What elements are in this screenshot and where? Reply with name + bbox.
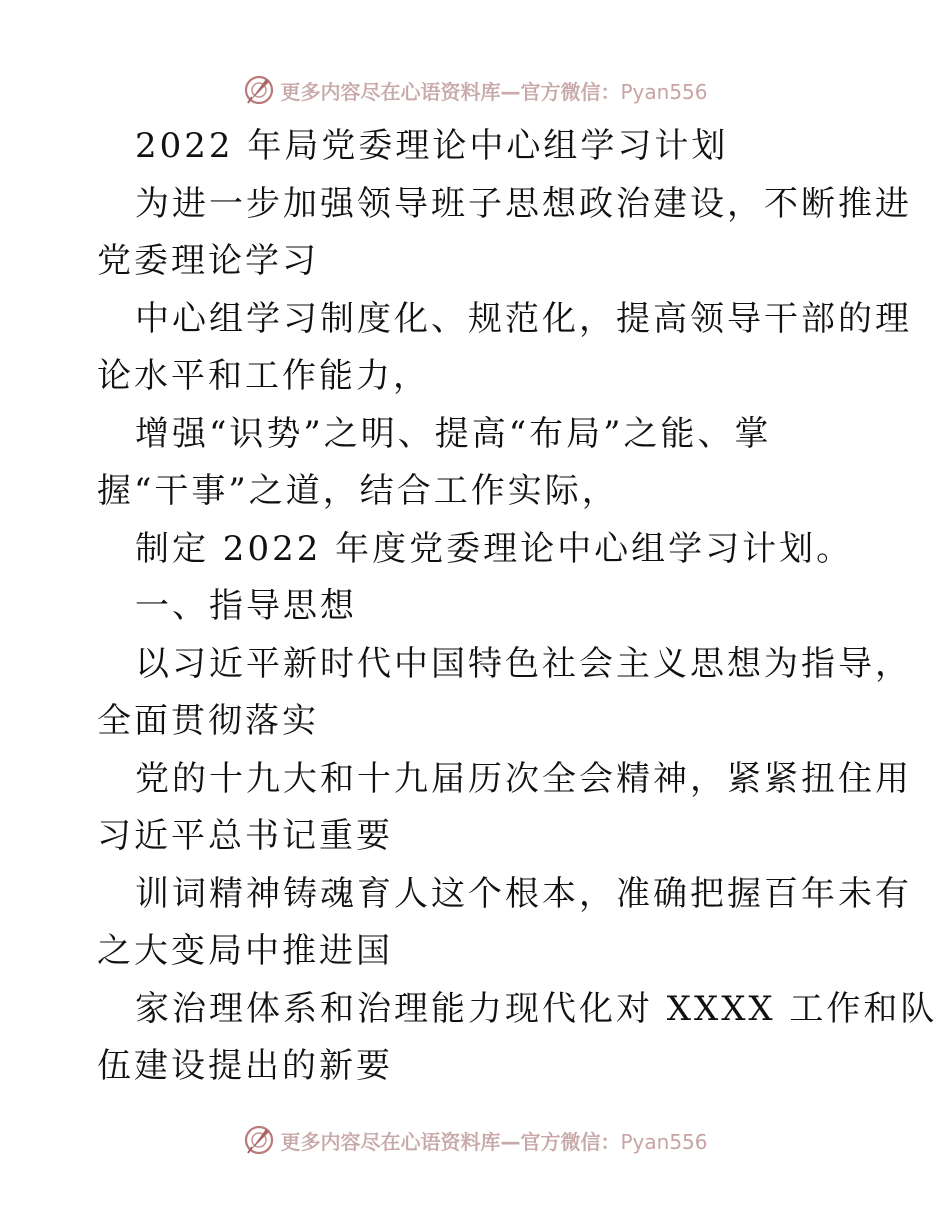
watermark-id: Pyan556 (620, 1129, 708, 1154)
text-line: 以习近平新时代中国特色社会主义思想为指导， (135, 643, 912, 684)
text-line: 伍建设提出的新要 (97, 1046, 393, 1086)
text-line: 中心组学习制度化、规范化，提高领导干部的理 (135, 298, 912, 339)
text-line: 握“干事”之道，结合工作实际， (97, 471, 619, 511)
text-line: 2022 年局党委理论中心组学习计划 (135, 126, 729, 166)
text-line: 之大变局中推进国 (97, 931, 393, 971)
text-line: 党的十九大和十九届历次全会精神，紧紧扭住用 (135, 758, 912, 799)
quill-logo-icon (242, 73, 276, 107)
text-line: 训词精神铸魂育人这个根本，准确把握百年未有 (135, 873, 912, 914)
document-body (97, 118, 938, 1096)
text-line: 增强“识势”之明、提高“布局”之能、掌 (135, 413, 772, 454)
text-line: 论水平和工作能力， (97, 356, 430, 396)
watermark-header (0, 70, 950, 110)
text-line: 家治理体系和治理能力现代化对 XXXX 工作和队 (135, 988, 938, 1029)
watermark-id: Pyan556 (620, 79, 708, 104)
text-line: 习近平总书记重要 (97, 816, 393, 856)
watermark-footer (0, 1120, 950, 1160)
watermark-text: 更多内容尽在心语资料库—官方微信：Pyan556 (280, 79, 708, 104)
text-line: 全面贯彻落实 (97, 701, 319, 741)
watermark-text: 更多内容尽在心语资料库—官方微信：Pyan556 (280, 1129, 708, 1154)
text-line: 党委理论学习 (97, 241, 319, 281)
text-line: 为进一步加强领导班子思想政治建设，不断推进 (135, 183, 912, 224)
quill-logo-icon (242, 1123, 276, 1157)
text-line: 一、指导思想 (135, 586, 357, 626)
text-line: 制定 2022 年度党委理论中心组学习计划。 (135, 528, 854, 569)
